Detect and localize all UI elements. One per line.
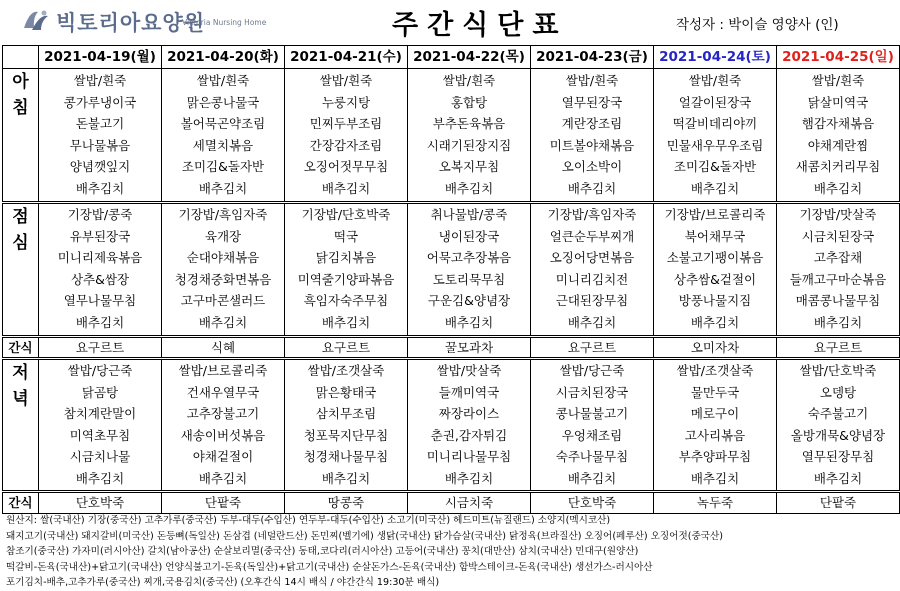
menu-item: 상추&쌈장 [70,271,130,287]
origin-note-line: 원산지: 쌀(국내산) 기장(중국산) 고추가루(중국산) 두부-대두(수입산) 연두부-대두(수입산) 소고기(미국산) 헤드미트(뉴질랜드) 소양지(멕시코산) [6,515,611,526]
menu-item: 새콤치커리무침 [795,159,881,174]
menu-item: 배추김치 [444,470,494,486]
menu-cell [162,69,285,203]
menu-item: 시금치된장국 [801,228,875,244]
menu-item: 오복지무침 [438,159,500,174]
menu-item: 세멸치볶음 [192,137,254,153]
day-header: 2021-04-21(수) [285,46,408,69]
menu-item: 미니리나물무침 [426,449,512,464]
day-header-sunday: 2021-04-25(일) [777,46,900,69]
menu-item: 오뎅탕 [819,384,857,400]
origin-note-line: 돼지고기(국내산) 돼지갈비(미국산) 돈등뼈(독일산) 돈삼겹 (네덜란드산) 돈민찌(벨기에) 생닭(국내산) 닭가슴살(국내산) 닭정육(브라질산) 오징어(페루산) 오징어젓(중국산) [6,530,724,542]
author-label: 작성자 : 박이슬 영양사 (인) [676,17,839,33]
menu-item: 기장밥/브로콜리죽 [664,207,766,222]
menu-item: 방풍나물지짐 [678,293,752,308]
menu-item: 고사리볶음 [684,427,746,443]
menu-item: 짜장라이스 [438,406,500,421]
menu-item: 쌀밥/흰죽 [811,73,865,88]
menu-item: 소불고기팽이볶음 [666,250,764,265]
origin-note-line: 참조기(중국산) 가자미(러시아산) 갈치(남아공산) 순살보리멸(중국산) 동태,코다리(러시아산) 고등어(국내산) 꽁치(대만산) 삼치(국내산) 민대구(원양산) [6,546,639,558]
meal-label: 아 침 [3,69,39,203]
menu-item: 숙주불고기 [807,406,869,421]
menu-cell [531,359,654,492]
menu-cell: 단팥죽 [777,492,900,514]
menu-cell: 단호박죽 [531,492,654,514]
menu-item: 오이소박이 [561,159,623,174]
menu-item: 건새우열무국 [186,384,260,400]
menu-item: 유부된장국 [69,228,131,244]
meal-row-dinner [3,359,900,492]
menu-cell [285,69,408,203]
menu-item: 배추김치 [198,180,248,196]
menu-cell: 땅콩죽 [285,492,408,514]
menu-item: 배추김치 [813,470,863,486]
menu-cell [162,203,285,337]
menu-cell [654,203,777,337]
menu-item: 북어채무국 [684,228,746,244]
menu-item: 미역초무침 [69,427,131,443]
menu-item: 돈불고기 [75,116,125,131]
menu-item: 순대야채볶음 [186,250,260,265]
menu-item: 미역줄기양파볶음 [297,271,395,287]
menu-item: 기장밥/맛살죽 [799,207,877,222]
menu-cell: 식혜 [162,337,285,359]
menu-item: 열무된장국 [561,94,623,110]
menu-item: 오징어당면볶음 [549,250,635,265]
day-header-saturday: 2021-04-24(토) [654,46,777,69]
menu-cell [777,359,900,492]
menu-item: 메로구이 [690,406,740,421]
menu-item: 쌀밥/흰죽 [196,73,250,88]
menu-item: 시금치된장국 [555,384,629,400]
menu-item: 간장감자조림 [309,137,383,153]
menu-item: 기장밥/콩죽 [67,207,133,222]
menu-item: 맑은황태국 [315,384,377,400]
menu-item: 상추쌈&겉절이 [673,271,757,287]
menu-item: 삼치무조림 [315,406,377,421]
menu-item: 기장밥/흑임자죽 [178,207,268,222]
menu-item: 쌀밥/단호박죽 [799,363,877,378]
menu-cell: 단팥죽 [162,492,285,514]
menu-item: 쌀밥/브로콜리죽 [178,363,268,378]
menu-item: 야채계란찜 [807,137,869,153]
menu-item: 배추김치 [444,180,494,196]
menu-item: 춘권,감자튀김 [430,427,508,443]
menu-item: 쌀밥/흰죽 [565,73,619,88]
day-header: 2021-04-22(목) [408,46,531,69]
menu-item: 우엉채조림 [561,427,623,443]
menu-cell: 요구르트 [39,337,162,359]
menu-item: 들깨고구마순볶음 [789,271,887,287]
meal-row-breakfast [3,69,900,203]
menu-item: 배추김치 [75,314,125,330]
menu-item: 취나물밥/콩죽 [430,207,508,222]
day-header: 2021-04-20(화) [162,46,285,69]
date-header-row [3,46,900,69]
menu-cell: 오미자차 [654,337,777,359]
menu-item: 도토리묵무침 [432,271,506,287]
menu-item: 배추김치 [813,314,863,330]
menu-item: 시래기된장지짐 [426,137,512,153]
menu-item: 육개장 [204,228,242,244]
menu-item: 콩가루냉이국 [63,94,137,110]
menu-item: 쌀밥/당근죽 [67,363,133,378]
menu-cell [408,359,531,492]
menu-item: 배추김치 [321,180,371,196]
menu-item: 민찌두부조림 [309,116,383,131]
menu-item: 부추돈육볶음 [432,116,506,131]
menu-item: 쌀밥/조갯살죽 [307,363,385,378]
menu-item: 고추잡채 [813,250,863,265]
menu-item: 청포묵지단무침 [303,427,389,443]
logo [22,6,267,36]
menu-item: 배추김치 [321,314,371,330]
menu-item: 고구마콘샐러드 [180,293,266,308]
menu-item: 기장밥/단호박죽 [301,207,391,222]
menu-cell: 꿀모과차 [408,337,531,359]
corner-cell [3,46,39,69]
menu-item: 쌀밥/조갯살죽 [676,363,754,378]
menu-cell: 요구르트 [531,337,654,359]
menu-cell [777,69,900,203]
origin-notes [6,513,896,591]
page-title: 주간식단표 [392,10,568,41]
menu-item: 콩나물불고기 [555,406,629,421]
menu-item: 조미김&돌자반 [181,159,265,174]
menu-item: 쌀밥/흰죽 [319,73,373,88]
menu-cell [408,203,531,337]
menu-cell [39,359,162,492]
menu-item: 들깨미역국 [438,384,500,400]
menu-item: 닭곰탕 [81,384,119,400]
menu-item: 계란장조림 [561,116,623,131]
weekly-menu-table [2,45,900,514]
menu-item: 흑임자숙주무침 [303,293,389,308]
menu-cell [408,69,531,203]
menu-item: 부추양파무침 [678,449,752,464]
menu-item: 쌀밥/당근죽 [559,363,625,378]
meal-label: 간식 [3,337,39,359]
menu-item: 조미김&돌자반 [673,159,757,174]
menu-item: 쌀밥/흰죽 [442,73,496,88]
menu-cell [285,203,408,337]
menu-item: 미니리제육볶음 [57,250,143,265]
menu-item: 새송이버섯볶음 [180,427,266,443]
menu-item: 맑은콩나물국 [186,94,260,110]
menu-item: 닭살미역국 [807,94,869,110]
menu-cell [531,69,654,203]
menu-item: 배추김치 [690,180,740,196]
menu-item: 청경채중화면볶음 [174,271,272,287]
menu-item: 고추장불고기 [186,406,260,421]
origin-note-line: 떡갈비-돈육(국내산)+닭고기(국내산) 언양식불고기-돈육(독일산)+닭고기(국내산) 순살돈가스-돈육(국내산) 함박스테이크-돈육(국내산) 생선가스-러시아산 [6,561,653,573]
menu-item: 배추김치 [198,314,248,330]
menu-item: 구운김&양념장 [427,293,511,308]
menu-item: 배추김치 [444,314,494,330]
menu-item: 시금치나물 [69,449,131,464]
menu-cell [162,359,285,492]
menu-item: 열무나물무침 [63,293,137,308]
menu-item: 물만두국 [690,384,740,400]
menu-item: 올방개묵&양념장 [790,427,886,443]
menu-item: 배추김치 [321,470,371,486]
menu-item: 참치계란말이 [63,406,137,421]
menu-item: 배추김치 [198,470,248,486]
menu-cell [285,359,408,492]
menu-cell: 단호박죽 [39,492,162,514]
menu-item: 볼어묵곤약조림 [180,116,266,131]
logo-subtitle: Victoria Nursing Home [182,18,267,27]
menu-item: 햄감자채볶음 [801,116,875,131]
meal-label: 저 녁 [3,359,39,492]
menu-item: 얼갈이된장국 [678,94,752,110]
menu-cell: 녹두죽 [654,492,777,514]
menu-item: 야채겉절이 [192,449,254,464]
menu-cell [39,69,162,203]
menu-item: 매콤콩나물무침 [795,293,881,308]
menu-item: 미트볼야채볶음 [549,137,635,153]
menu-item: 홍합탕 [450,94,488,110]
menu-item: 기장밥/흑임자죽 [547,207,637,222]
menu-item: 근대된장무침 [555,293,629,308]
menu-item: 배추김치 [690,314,740,330]
menu-item: 쌀밥/흰죽 [688,73,742,88]
meal-label: 간식 [3,492,39,514]
menu-item: 양념깻잎지 [69,159,131,174]
menu-cell [39,203,162,337]
menu-item: 배추김치 [75,180,125,196]
menu-cell [531,203,654,337]
header [0,0,900,44]
menu-item: 민물새우무우조림 [666,137,764,153]
menu-item: 배추김치 [813,180,863,196]
menu-cell [777,203,900,337]
meal-label: 점 심 [3,203,39,337]
menu-item: 얼큰순두부찌개 [549,228,635,244]
menu-item: 떡국 [333,228,359,244]
menu-item: 오징어젓무무침 [303,159,389,174]
menu-item: 청경채나물무침 [303,449,389,464]
menu-cell: 요구르트 [285,337,408,359]
menu-item: 숙주나물무침 [555,449,629,464]
logo-mark-icon [22,8,50,34]
day-header: 2021-04-19(월) [39,46,162,69]
logo-name: 빅토리아요양원 [56,11,206,35]
meal-row-lunch [3,203,900,337]
menu-item: 어묵고추장볶음 [426,250,512,265]
menu-item: 쌀밥/맛살죽 [436,363,502,378]
menu-cell: 요구르트 [777,337,900,359]
meal-row-snack2 [3,492,900,514]
menu-item: 배추김치 [690,470,740,486]
menu-item: 배추김치 [567,314,617,330]
menu-cell: 시금치죽 [408,492,531,514]
menu-item: 배추김치 [567,470,617,486]
menu-item: 무나물볶음 [69,137,131,153]
menu-cell [654,69,777,203]
menu-item: 누룽지탕 [321,94,371,110]
menu-item: 닭김치볶음 [315,250,377,265]
menu-item: 냉이된장국 [438,228,500,244]
menu-item: 열무된장무침 [801,449,875,464]
day-header: 2021-04-23(금) [531,46,654,69]
menu-item: 배추김치 [75,470,125,486]
menu-item: 미니리김치전 [555,271,629,287]
menu-cell [654,359,777,492]
menu-item: 떡갈비데리야끼 [672,116,758,131]
menu-item: 쌀밥/흰죽 [73,73,127,88]
menu-item: 배추김치 [567,180,617,196]
meal-row-snack1 [3,337,900,359]
origin-note-line: 포기김치-배추,고추가루(중국산) 찌개,국용김치(중국산) (오후간식 14시 배식 / 야간간식 19:30분 배식) [6,577,440,589]
